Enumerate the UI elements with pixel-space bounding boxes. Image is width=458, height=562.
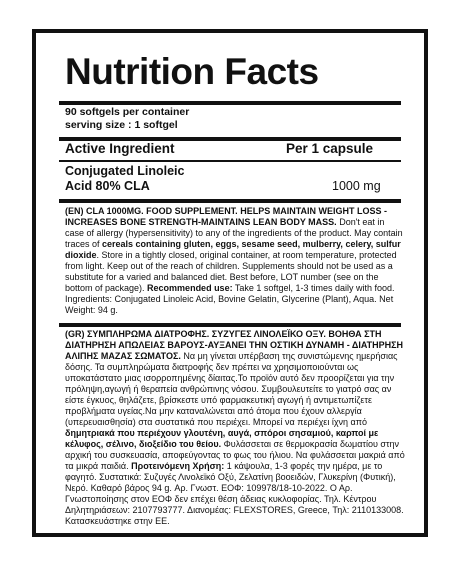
gr-text-2: Φυλάσσεται σε θερμοκρασία δωματίου στην αρχική του συσκευασία, αποφεύγοντας το φως του ήλιου. Να φυλάσσεται μακριά από τα μικρά παιδιά. bbox=[65, 439, 405, 471]
en-intro: (EN) CLA 1000MG. FOOD SUPPLEMENT. HELPS MAINTAIN WEIGHT LOSS - INCREASES BONE STRENGTH-MAINTAINS LEAN BODY MASS. bbox=[65, 206, 388, 227]
active-ingredient-header: Active Ingredient bbox=[65, 141, 175, 156]
ingredient-name-line1: Conjugated Linoleic bbox=[65, 164, 185, 178]
english-description bbox=[65, 206, 405, 316]
title-divider bbox=[59, 101, 401, 105]
greek-description bbox=[65, 329, 405, 527]
en-text-3: Take 1 softgel, 1-3 times daily with food. Ingredients: Conjugated Linoleic Acid, Bovine Gelatin, Glycerine (Plant), Aqua. Net Weight: 94 g. bbox=[65, 283, 395, 315]
ingredient-name bbox=[65, 164, 255, 194]
en-allergens: cereals containing gluten, eggs, sesame seed, mulberry, celery, sulfur dioxide bbox=[65, 239, 401, 260]
header-divider bbox=[59, 160, 401, 162]
per-capsule-header: Per 1 capsule bbox=[286, 141, 374, 156]
container-count: 90 softgels per container bbox=[65, 106, 190, 118]
nutrition-label bbox=[32, 29, 428, 537]
ingredient-name-line2: Acid 80% CLA bbox=[65, 179, 150, 193]
en-text-1: Don't eat in case of allergy (hypersensitivity) to any of the ingredients of the product. May contain traces of bbox=[65, 217, 403, 249]
ingredient-divider bbox=[59, 199, 401, 203]
gr-intro: (GR) ΣΥΜΠΛΗΡΩΜΑ ΔΙΑΤΡΟΦΗΣ. ΣΥΖΥΓΕΣ ΛΙΝΟΛΕΪΚΟ ΟΞΥ. ΒΟΗΘΑ ΣΤΗ ΔΙΑΤΗΡΗΣΗ ΑΠΩΛΕΙΑΣ ΒΑΡΟΥΣ-ΑΥΞΑΝΕΙ ΤΗΝ ΟΣΤΙΚΗ ΔΥΝΑΜΗ - ΔΙΑΤΗΡΗΣΗ ΑΛΙΠΗΣ ΜΑΖΑΣ ΣΩΜΑΤΟΣ. bbox=[65, 329, 404, 361]
en-recommended-use-heading: Recommended use: bbox=[147, 283, 233, 293]
gr-text-1: Να μη γίνεται υπέρβαση της συνιστώμενης ημερήσιας δόσης. Τα συμπληρώματα διατροφής δεν πρέπει να χρησιμοποιούνται ως υποκατάστατο μιας ισορροπημένης δίαιτας.Το προϊόν αυτό δεν προορίζεται για την πρόληψη,αγωγή ή θεραπεία ανθρώπινης νόσου. Συμβουλευτείτε το γιατρό σας αν είστε έγκυος, θηλάζετε, βρίσκεστε υπό φαρμακευτική αγωγή ή αντιμετωπίζετε προβλήματα υγείας.Να μην καταναλώνεται από άτομα που έχουν αλλεργία (υπερευαισθησία) στα συστατικά που περιέχει. Μπορεί να περιέχει ίχνη από bbox=[65, 351, 398, 427]
language-divider bbox=[59, 323, 401, 327]
gr-allergens: δημητριακά που περιέχουν γλουτένη, αυγά, σπόροι σησαμιού, καρποί με κέλυφος, σέλινο, διοξείδιο του θείου. bbox=[65, 428, 379, 449]
en-text-2: . Store in a tightly closed, original container, at room temperature, protected from light. Keep out of the reach of children. Supplements should not be used as a substitute for a varied and balanced diet. Best before, LOT number (see on the bottom of package). bbox=[65, 250, 397, 293]
serving-size: serving size : 1 softgel bbox=[65, 119, 178, 131]
gr-text-3: 1 κάψουλα, 1-3 φορές την ημέρα, με το φαγητό. Συστατικά: Συζυγές Λινολεϊκό Οξύ, Ζελατίνη βοοειδών, Γλυκερίνη (Φυτική), Νερό. Καθαρό βάρος 94 g. Αρ. Γνωστ. ΕΟΦ: 109978/18-10-2022. Ο Αρ. Γνωστοποίησης στον ΕΟΦ δεν επέχει θέση άδειας κυκλοφορίας. Τηλ. Κέντρου Δηλητηριάσεων: 2107793777. Διανομέας: FLEXSTORES, Greece, Τηλ: 2110133008. Κατασκευάστηκε στην ΕΕ. bbox=[65, 461, 404, 526]
label-title: Nutrition Facts bbox=[65, 51, 319, 92]
ingredient-amount: 1000 mg bbox=[332, 179, 381, 193]
gr-recommended-use-heading: Προτεινόμενη Χρήση: bbox=[131, 461, 225, 471]
